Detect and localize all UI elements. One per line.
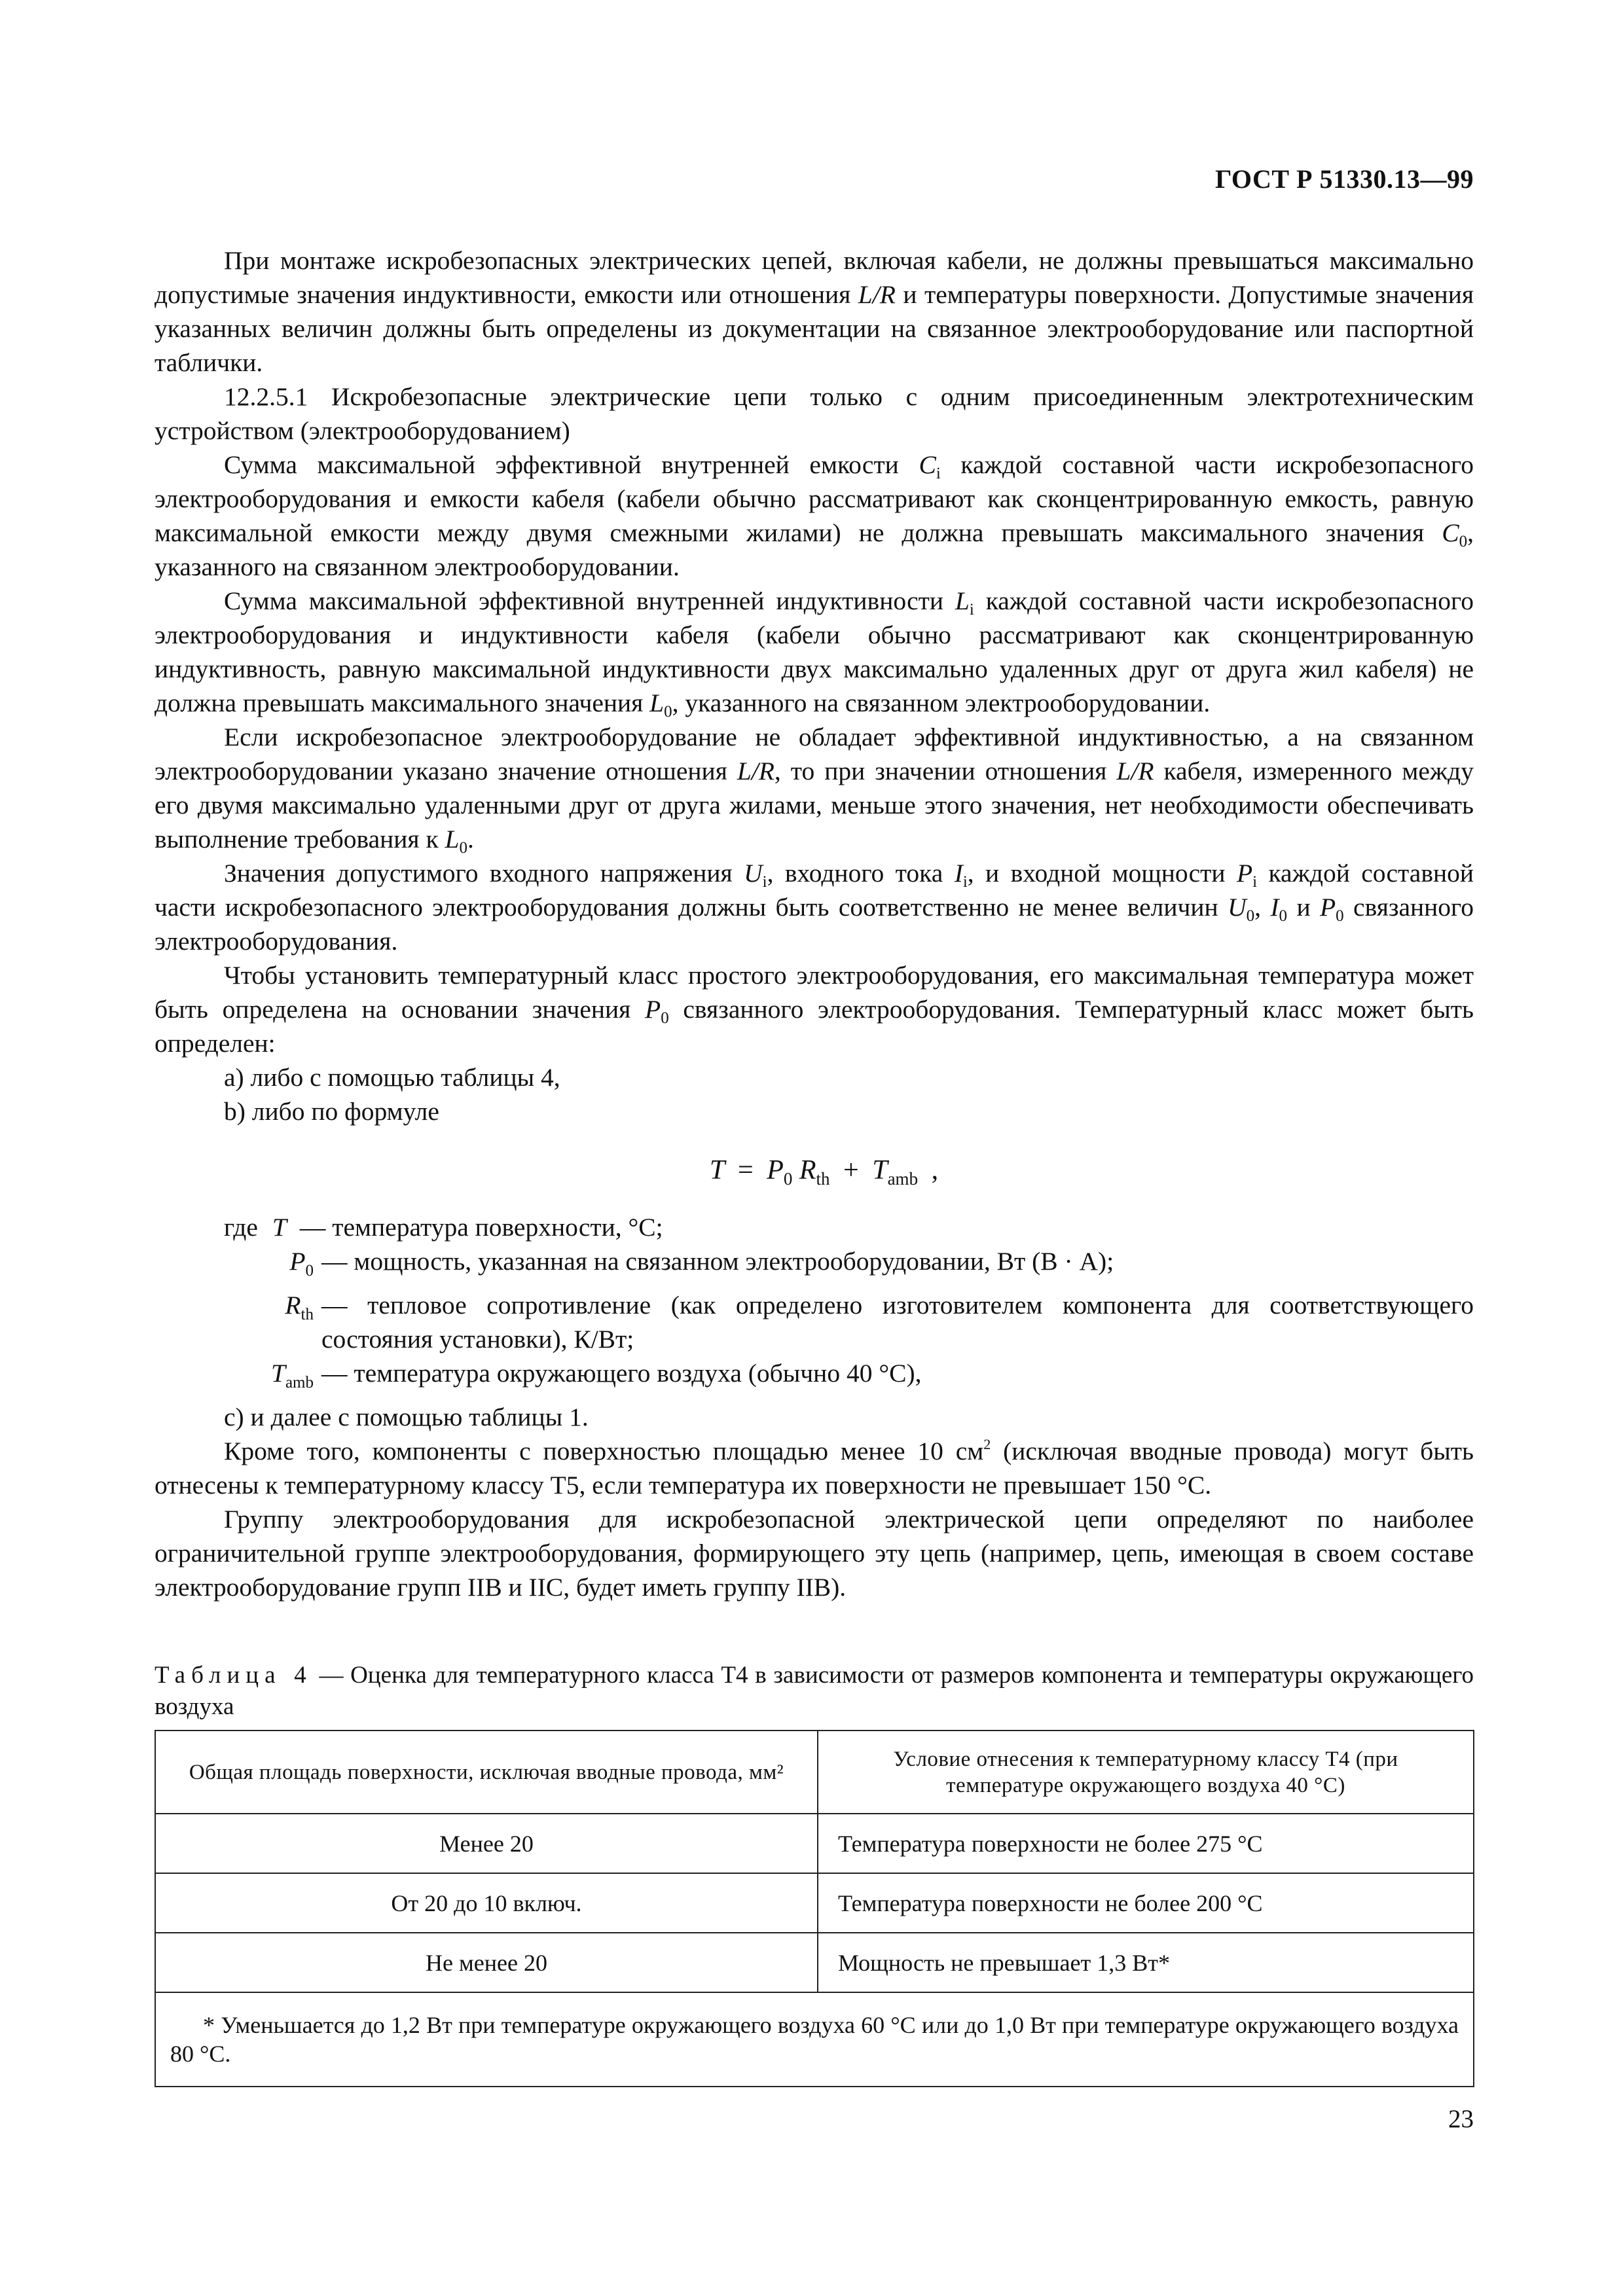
paragraph: Группу электрооборудования для искробезопасной электрической цепи определяют по наиболее ограничительной группе электрооборудования, формирующего эту цепь (например, цепь, имеющая в своем составе электрооборудование групп IIВ и IIС, будет иметь группу IIВ). [155, 1505, 1474, 1602]
paragraph: Значения допустимого входного напряжения $U_i$, входного тока $I_i$, и входной мощности $P_i$ каждой составной части искробезопасного электрооборудования должны быть соответственно не менее величин $U_0$, $I_0$ и $P_0$ связанного электрооборудования. [155, 859, 1474, 956]
table-4 [155, 1730, 1474, 2087]
paragraph: Чтобы установить температурный класс простого электрооборудования, его максимальная температура может быть определена на основании значения $P_0$ связанного электрооборудования. Температурный класс может быть определен: [155, 961, 1474, 1058]
table-row [155, 1873, 1474, 1933]
document-code: ГОСТ Р 51330.13—99 [1214, 164, 1474, 194]
paragraph: Сумма максимальной эффективной внутренней емкости $C_i$ каждой составной части искробезопасного электрооборудования и емкости кабеля (кабели обычно рассматривают как сконцентрированную емкость, равную максимальной емкости между двумя смежными жилами) не должна превышать максимального значения $C_0$, указанного на связанном электрооборудовании. [155, 450, 1474, 581]
legend-row: $P_0$ — мощность, указанная на связанном электрооборудовании, Вт (В · А); [289, 1247, 1114, 1280]
table-caption: Таблица 4 — Оценка для температурного класса Т4 в зависимости от размеров компонента и температуры окружающего воздуха [155, 1662, 1474, 1720]
table-header-cell: Общая площадь поверхности, исключая вводные провода, мм² [155, 1731, 818, 1814]
list-item: с) и далее с помощью таблицы 1. [224, 1403, 589, 1431]
table-cell: Мощность не превышает 1,3 Вт* [818, 1933, 1474, 1992]
table-row [155, 1814, 1474, 1873]
list-item: а) либо с помощью таблицы 4, [224, 1063, 560, 1092]
table-cell: Температура поверхности не более 200 °С [818, 1873, 1474, 1933]
table-header-cell: Условие отнесения к температурному классу Т4 (при температуре окружающего воздуха 40 °С) [818, 1731, 1474, 1814]
legend-row: $T_{amb}$ — температура окружающего воздуха (обычно 40 °С), [270, 1359, 922, 1391]
paragraph: При монтаже искробезопасных электрических цепей, включая кабели, не должны превышаться максимально допустимые значения индуктивности, емкости или отношения L/R и температуры поверхности. Допустимые значения указанных величин должны быть определены из документации на связанное электрооборудование или паспортной таблички. [155, 246, 1474, 377]
table-header-row [155, 1731, 1474, 1814]
page-number: 23 [1448, 2105, 1474, 2133]
table-cell: Температура поверхности не более 275 °С [818, 1814, 1474, 1873]
legend-row: где T — температура поверхности, °С; [224, 1213, 663, 1242]
paragraph: Если искробезопасное электрооборудование не обладает эффективной индуктивностью, а на связанном электрооборудовании указано значение отношения L/R, то при значении отношения L/R кабеля, измеренного между его двумя максимально удаленными друг от друга жилами, меньше этого значения, нет необходимости обеспечивать выполнение требования к $L_0$. [155, 723, 1474, 857]
clause-heading: 12.2.5.1 Искробезопасные электрические цепи только с одним присоединенным электротехническим устройством (электрооборудованием) [155, 382, 1474, 445]
table-footnote-row [155, 1992, 1474, 2087]
legend-row: $R_{th}$ — тепловое сопротивление (как определено изготовителем компонента для соответствующего состояния установки), К/Вт; [285, 1291, 1474, 1354]
formula-legend [224, 1210, 1474, 1400]
list-item: b) либо по формуле [224, 1097, 439, 1126]
paragraph: Кроме того, компоненты с поверхностью площадью менее 10 $см^2$ (исключая вводные провода) могут быть отнесены к температурному классу Т5, если температура их поверхности не превышает 150 °С. [155, 1436, 1474, 1499]
table-cell: Не менее 20 [155, 1933, 818, 1992]
document-body [155, 243, 1474, 1604]
table-cell: От 20 до 10 включ. [155, 1873, 818, 1933]
formula: $T = P_0$ $R_{th} + T_{amb}$ , [709, 1155, 939, 1189]
table-footnote: * Уменьшается до 1,2 Вт при температуре окружающего воздуха 60 °С или до 1,0 Вт при температуре окружающего воздуха 80 °С. [155, 1992, 1474, 2087]
table-cell: Менее 20 [155, 1814, 818, 1873]
table-row [155, 1933, 1474, 1992]
paragraph: Сумма максимальной эффективной внутренней индуктивности $L_i$ каждой составной части искробезопасного электрооборудования и индуктивности кабеля (кабели обычно рассматривают как сконцентрированную индуктивность, равную максимальной индуктивности двух максимально удаленных друг от друга жил кабеля) не должна превышать максимального значения $L_0$, указанного на связанном электрооборудовании. [155, 586, 1474, 721]
